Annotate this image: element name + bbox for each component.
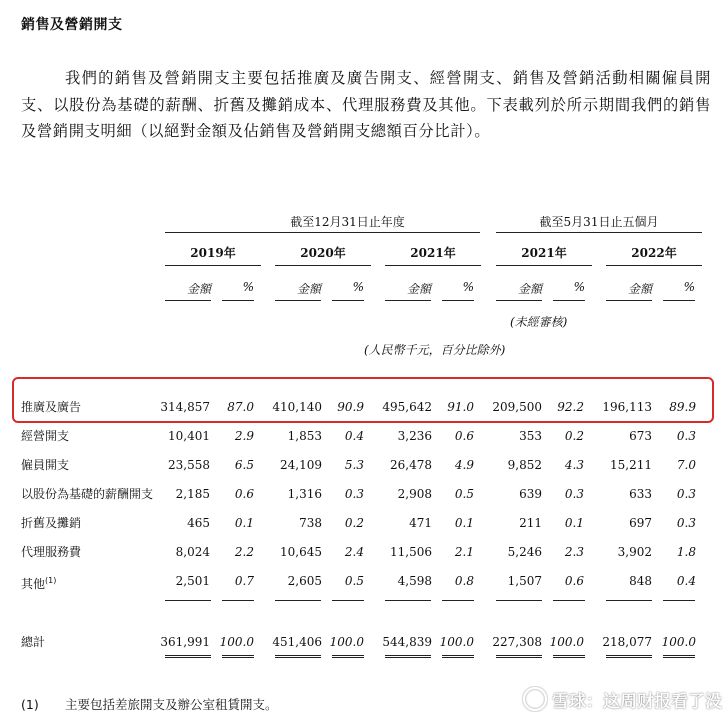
amount-cell: 10,401 <box>168 429 210 443</box>
year-header: 2021年 <box>410 246 456 260</box>
percent-cell: 0.4 <box>344 429 364 443</box>
percent-cell: 0.6 <box>454 429 474 443</box>
percent-cell: 0.8 <box>454 574 474 588</box>
table-row <box>0 425 728 447</box>
amount-cell: 11,506 <box>390 545 432 559</box>
amount-cell: 10,645 <box>280 545 322 559</box>
year-rule <box>165 265 261 266</box>
percent-header: % <box>683 280 695 294</box>
percent-rule <box>222 300 254 301</box>
total-rule <box>385 600 431 601</box>
year-rule <box>496 265 592 266</box>
percent-cell: 0.3 <box>564 487 584 501</box>
snowball-logo-icon <box>522 686 548 712</box>
year-rule <box>606 265 702 266</box>
amount-cell: 2,501 <box>175 574 210 588</box>
amount-cell: 361,991 <box>160 635 210 649</box>
total-rule <box>222 600 254 601</box>
row-label-text: 總計 <box>21 635 46 649</box>
percent-cell: 2.2 <box>234 545 254 559</box>
percent-cell: 0.3 <box>676 429 696 443</box>
percent-header: % <box>462 280 474 294</box>
amount-cell: 2,908 <box>397 487 432 501</box>
percent-cell: 0.2 <box>344 516 364 530</box>
total-rule <box>165 600 211 601</box>
total-rule <box>496 600 542 601</box>
amount-header: 金額 <box>627 282 652 296</box>
percent-cell: 90.9 <box>337 400 364 414</box>
row-label-text: 推廣及廣告 <box>21 400 82 414</box>
percent-cell: 0.1 <box>234 516 254 530</box>
percent-cell: 0.3 <box>676 487 696 501</box>
percent-cell: 0.5 <box>344 574 364 588</box>
percent-cell: 0.6 <box>234 487 254 501</box>
percent-cell: 0.4 <box>676 574 696 588</box>
row-label <box>21 512 81 534</box>
percent-header: % <box>242 280 254 294</box>
intro-paragraph: 我們的銷售及營銷開支主要包括推廣及廣告開支、經營開支、銷售及營銷活動相關僱員開支、以股份為基礎的薪酬、折舊及攤銷成本、代理服務費及其他。下表載列於所示期間我們的銷售及營銷開支明細（以絕對金額及佔銷售及營銷開支總額百分比計）。 <box>21 69 711 140</box>
percent-cell: 100.0 <box>219 635 254 649</box>
watermark-text: 雪球：这周财报看了没 <box>552 691 722 712</box>
amount-cell: 8,024 <box>175 545 210 559</box>
year-rule <box>385 265 481 266</box>
unit-note: (人民幣千元，百分比除外) <box>364 343 506 357</box>
amount-cell: 9,852 <box>507 458 542 472</box>
amount-cell: 2,185 <box>175 487 210 501</box>
percent-cell: 91.0 <box>447 400 474 414</box>
amount-cell: 410,140 <box>272 400 322 414</box>
double-underline <box>606 655 652 658</box>
amount-cell: 314,857 <box>160 400 210 414</box>
amount-cell: 4,598 <box>397 574 432 588</box>
amount-header: 金額 <box>517 282 542 296</box>
percent-cell: 0.5 <box>454 487 474 501</box>
row-label-text: 代理服務費 <box>21 545 82 559</box>
double-underline <box>442 655 474 658</box>
footnote <box>21 695 278 713</box>
amount-rule <box>385 300 431 301</box>
amount-cell: 451,406 <box>272 635 322 649</box>
row-label <box>21 483 153 505</box>
table-row <box>0 570 728 592</box>
percent-cell: 0.2 <box>564 429 584 443</box>
percent-header: % <box>573 280 585 294</box>
percent-cell: 2.4 <box>344 545 364 559</box>
amount-cell: 209,500 <box>492 400 542 414</box>
percent-cell: 1.8 <box>676 545 696 559</box>
amount-cell: 353 <box>519 429 542 443</box>
row-label <box>21 454 69 476</box>
group-rule-2 <box>496 232 702 233</box>
amount-cell: 5,246 <box>507 545 542 559</box>
amount-cell: 639 <box>519 487 542 501</box>
percent-cell: 100.0 <box>439 635 474 649</box>
row-label-text: 經營開支 <box>21 429 70 443</box>
year-header: 2019年 <box>190 246 236 260</box>
row-label <box>21 425 69 447</box>
percent-rule <box>442 300 474 301</box>
percent-cell: 0.1 <box>564 516 584 530</box>
amount-cell: 1,507 <box>507 574 542 588</box>
amount-cell: 471 <box>409 516 432 530</box>
percent-cell: 89.9 <box>669 400 696 414</box>
double-underline <box>496 655 542 658</box>
amount-cell: 3,902 <box>617 545 652 559</box>
double-underline <box>275 655 321 658</box>
group-header-five-months: 截至5月31日止五個月 <box>539 215 659 229</box>
percent-cell: 0.3 <box>344 487 364 501</box>
percent-rule <box>553 300 585 301</box>
percent-cell: 0.3 <box>676 516 696 530</box>
amount-cell: 23,558 <box>168 458 210 472</box>
amount-cell: 673 <box>629 429 652 443</box>
amount-cell: 26,478 <box>390 458 432 472</box>
table-row <box>0 454 728 476</box>
total-rule <box>606 600 652 601</box>
row-label-text: 折舊及攤銷 <box>21 516 82 530</box>
amount-cell: 196,113 <box>602 400 652 414</box>
amount-rule <box>496 300 542 301</box>
year-header: 2020年 <box>300 246 346 260</box>
percent-rule <box>332 300 364 301</box>
group-header-year-ended: 截至12月31日止年度 <box>290 215 405 229</box>
percent-cell: 100.0 <box>549 635 584 649</box>
amount-cell: 465 <box>187 516 210 530</box>
percent-cell: 100.0 <box>329 635 364 649</box>
table-row <box>0 483 728 505</box>
year-header: 2022年 <box>631 246 677 260</box>
footnote-number: (1) <box>21 697 39 712</box>
amount-rule <box>606 300 652 301</box>
percent-cell: 7.0 <box>676 458 696 472</box>
row-label <box>21 541 81 563</box>
percent-cell: 2.1 <box>454 545 474 559</box>
table-row <box>0 396 728 418</box>
total-rule <box>442 600 474 601</box>
amount-cell: 848 <box>629 574 652 588</box>
amount-cell: 495,642 <box>382 400 432 414</box>
group-rule-1 <box>165 232 480 233</box>
percent-cell: 0.6 <box>564 574 584 588</box>
percent-cell: 2.3 <box>564 545 584 559</box>
amount-cell: 15,211 <box>610 458 652 472</box>
total-rule <box>553 600 585 601</box>
percent-cell: 5.3 <box>344 458 364 472</box>
amount-header: 金額 <box>406 282 431 296</box>
year-header: 2021年 <box>521 246 567 260</box>
percent-header: % <box>352 280 364 294</box>
amount-cell: 3,236 <box>397 429 432 443</box>
double-underline <box>165 655 211 658</box>
footnote-text: 主要包括差旅開支及辦公室租賃開支。 <box>65 697 278 712</box>
amount-cell: 633 <box>629 487 652 501</box>
row-label <box>21 570 56 595</box>
double-underline <box>553 655 585 658</box>
footnote-ref: (1) <box>45 576 57 585</box>
amount-cell: 2,605 <box>287 574 322 588</box>
percent-cell: 92.2 <box>557 400 584 414</box>
total-rule <box>332 600 364 601</box>
percent-cell: 100.0 <box>661 635 696 649</box>
amount-cell: 24,109 <box>280 458 322 472</box>
row-label <box>21 631 45 653</box>
table-row <box>0 541 728 563</box>
row-label-text: 其他 <box>21 577 46 591</box>
row-label <box>21 396 81 418</box>
year-rule <box>275 265 371 266</box>
percent-cell: 87.0 <box>227 400 254 414</box>
total-row <box>0 631 728 653</box>
amount-cell: 227,308 <box>492 635 542 649</box>
watermark <box>522 684 722 714</box>
percent-cell: 0.1 <box>454 516 474 530</box>
percent-rule <box>663 300 695 301</box>
amount-cell: 211 <box>519 516 542 530</box>
amount-rule <box>165 300 211 301</box>
amount-cell: 544,839 <box>382 635 432 649</box>
amount-cell: 738 <box>299 516 322 530</box>
percent-cell: 0.7 <box>234 574 254 588</box>
total-rule <box>663 600 695 601</box>
row-label-text: 以股份為基礎的薪酬開支 <box>21 487 154 501</box>
total-rule <box>275 600 321 601</box>
amount-cell: 1,853 <box>287 429 322 443</box>
double-underline <box>663 655 695 658</box>
amount-cell: 1,316 <box>287 487 322 501</box>
amount-cell: 218,077 <box>602 635 652 649</box>
percent-cell: 2.9 <box>234 429 254 443</box>
table-row <box>0 512 728 534</box>
percent-cell: 4.3 <box>564 458 584 472</box>
section-heading: 銷售及營銷開支 <box>21 17 123 33</box>
double-underline <box>385 655 431 658</box>
unaudited-note: (未經審核) <box>510 315 568 329</box>
percent-cell: 6.5 <box>234 458 254 472</box>
amount-header: 金額 <box>296 282 321 296</box>
double-underline <box>332 655 364 658</box>
row-label-text: 僱員開支 <box>21 458 70 472</box>
amount-header: 金額 <box>186 282 211 296</box>
amount-rule <box>275 300 321 301</box>
amount-cell: 697 <box>629 516 652 530</box>
percent-cell: 4.9 <box>454 458 474 472</box>
double-underline <box>222 655 254 658</box>
